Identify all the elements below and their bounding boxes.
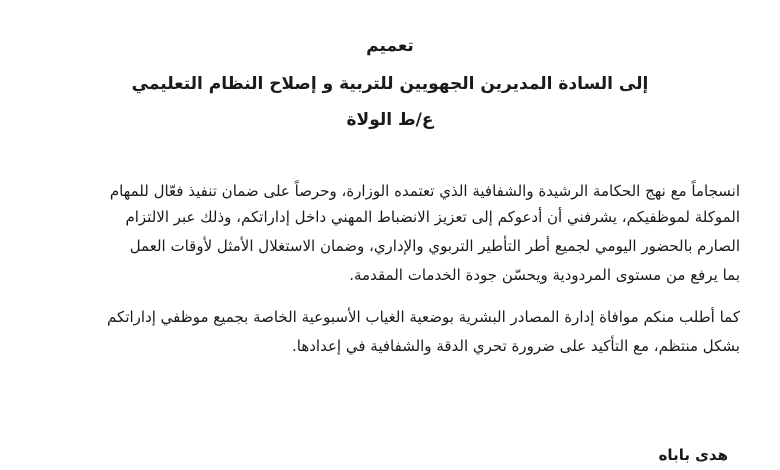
paragraph-1-line-1: انسجاماً مع نهج الحكامة الرشيدة والشفافية الذي تعتمده الوزارة، وحرصاً على ضمان تنفيذ فعّال للمهام	[109, 182, 740, 200]
document-title: تعميم	[366, 36, 414, 56]
paragraph-2-line-1: كما أطلب منكم موافاة إدارة المصادر البشرية بوضعية الغياب الأسبوعية الخاصة بجميع موظفي إداراتكم	[107, 308, 740, 326]
cc-line: ع/ط الولاة	[346, 110, 434, 130]
signature-name: هدى باباه	[658, 446, 728, 464]
paragraph-1-line-2: الموكلة لموظفيكم، يشرفني أن أدعوكم إلى تعزيز الانضباط المهني داخل إداراتكم، وذلك عبر الالتزام	[125, 208, 740, 226]
paragraph-1-line-3: الصارم بالحضور اليومي لجميع أطر التأطير التربوي والإداري، وضمان الاستغلال الأمثل لأوقات العمل	[129, 237, 740, 255]
paragraph-2-line-2: بشكل منتظم، مع التأكيد على ضرورة تحري الدقة والشفافية في إعدادها.	[292, 337, 740, 355]
addressee-line: إلى السادة المديرين الجهويين للتربية و إصلاح النظام التعليمي	[131, 74, 649, 94]
paragraph-1-line-4: بما يرفع من مستوى المردودية ويحسّن جودة الخدمات المقدمة.	[349, 266, 740, 284]
